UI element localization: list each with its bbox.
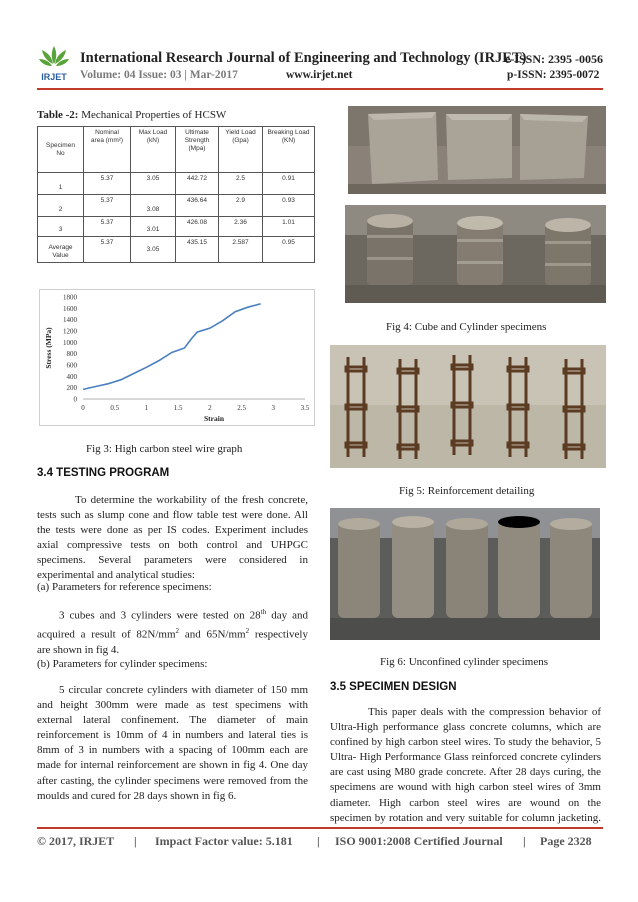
- stress-strain-chart: [39, 289, 315, 426]
- section-34-para3: 5 circular concrete cylinders with diameter of 150 mm and height 300mm were made as test specimens with external lateral confinement. The diameter of main reinforcement is 10mm of 4 in numbers and lateral ties is 8mm of 3 in numbers with a spacing of 100mm each are made for internal reinforcement are shown in fig 4. One day after casting, the cylinder specimens were removed from the moulds and cured for 28 days shown in fig 6.: [37, 684, 308, 802]
- journal-title: International Research Journal of Engineering and Technology (IRJET): [80, 50, 527, 66]
- y-tick-label: 200: [66, 384, 77, 393]
- y-tick-label: 1200: [63, 327, 77, 336]
- x-tick-label: 0: [81, 404, 85, 412]
- y-tick-label: 1800: [63, 293, 77, 302]
- pissn: p-ISSN: 2395-0072: [507, 69, 600, 81]
- eissn: e-ISSN: 2395 -0056: [505, 52, 603, 66]
- volume-issue: Volume: 04 Issue: 03 | Mar-2017: [80, 69, 238, 81]
- svg-text:IRJET: IRJET: [41, 72, 67, 82]
- footer-impact-factor: Impact Factor value: 5.181: [155, 834, 293, 848]
- y-tick-label: 0: [73, 395, 77, 404]
- footer-iso: ISO 9001:2008 Certified Journal: [335, 834, 503, 848]
- y-tick-label: 600: [66, 361, 77, 370]
- item-b: (b) Parameters for cylinder specimens:: [37, 658, 208, 670]
- section-34-para2: 3 cubes and 3 cylinders were tested on 28th day and acquired a result of $82N/mm^2$ and $65N/mm^2$ respectively are shown in fig 4.: [37, 608, 309, 656]
- table-row: 1 5.37 3.05 442.72 2.5 0.91: [38, 173, 315, 195]
- th-yield: Yield Load (Gpa): [219, 127, 263, 173]
- footer-copyright: © 2017, IRJET: [37, 834, 115, 848]
- y-tick-label: 400: [66, 372, 77, 381]
- fig4-caption: Fig 4: Cube and Cylinder specimens: [386, 321, 547, 333]
- table-row: Average Value 5.37 3.05 435.15 2.587 0.95: [38, 237, 315, 263]
- item-a: (a) Parameters for reference specimens:: [37, 581, 212, 593]
- footer-separator: |: [134, 834, 137, 848]
- fig5-caption: Fig 5: Reinforcement detailing: [399, 485, 535, 497]
- cube-specimens-photo: [348, 106, 606, 194]
- x-tick-label: 1: [144, 404, 149, 412]
- table-header-row: [38, 127, 315, 173]
- footer-page-number: Page 2328: [540, 834, 592, 848]
- th-area: Nominal area (mm²): [84, 127, 131, 173]
- cylinder-specimens-photo: [345, 205, 606, 303]
- th-breaking: Breaking Load (KN): [263, 127, 315, 173]
- th-maxload: Max Load (kN): [131, 127, 176, 173]
- table-row: 3 5.37 3.01 426.08 2.36 1.01: [38, 217, 315, 237]
- footer-rule: [37, 827, 603, 829]
- x-tick-label: 2: [208, 404, 212, 412]
- x-tick-label: 3: [271, 404, 276, 412]
- th-specimen: Specimen No: [38, 127, 84, 173]
- irjet-logo: [37, 44, 71, 84]
- website: www.irjet.net: [286, 69, 353, 81]
- table-row: 2 5.37 3.08 436.64 2.9 0.93: [38, 195, 315, 217]
- header-rule: [37, 88, 603, 90]
- y-axis-label: Stress (MPa): [44, 327, 53, 369]
- y-tick-label: 1600: [63, 304, 77, 313]
- y-tick-label: 1400: [63, 316, 77, 325]
- x-tick-label: 2.5: [237, 404, 246, 412]
- y-tick-label: 1000: [63, 338, 77, 347]
- x-tick-label: 0.5: [110, 404, 120, 412]
- section-34-heading: 3.4 TESTING PROGRAM: [37, 467, 170, 479]
- reinforcement-cages-photo: [330, 345, 606, 468]
- x-tick-label: 3.5: [300, 404, 310, 412]
- y-tick-label: 800: [66, 350, 77, 359]
- footer-separator: |: [317, 834, 320, 848]
- unconfined-cylinders-photo: [330, 508, 600, 640]
- section-35-para: This paper deals with the compression behavior of Ultra-High performance glass concrete columns, which are confined by high carbon steel wires. To study the behavior, 5 Ultra- High Performance Glass reinforced concrete cylinders are cast using M80 grade concrete. After 28 days curing, the specimens are wound with high carbon steel wires of 3mm diameter. High carbon steel wires are wound on the specimen by rotation and very suitable for column jacketing.: [330, 706, 601, 824]
- fig6-caption: Fig 6: Unconfined cylinder specimens: [380, 656, 549, 668]
- table-caption: Table -2: Mechanical Properties of HCSW: [37, 109, 227, 121]
- fig3-caption: Fig 3: High carbon steel wire graph: [86, 443, 243, 455]
- footer-separator: |: [523, 834, 526, 848]
- mechanical-properties-table: [37, 126, 315, 263]
- x-axis-label: Strain: [203, 414, 225, 423]
- th-ultimate: Ultimate Strength (Mpa): [176, 127, 219, 173]
- section-35-heading: 3.5 SPECIMEN DESIGN: [330, 681, 457, 693]
- x-tick-label: 1.5: [173, 404, 183, 412]
- section-34-para1: To determine the workability of the fresh concrete, tests such as slump cone and flow table test were done. All the tests were done as per IS codes. Experiment includes axial compressive tests on both control and UHPGC specimens. Several parameters were considered in experimental and analytical studies:: [37, 494, 308, 582]
